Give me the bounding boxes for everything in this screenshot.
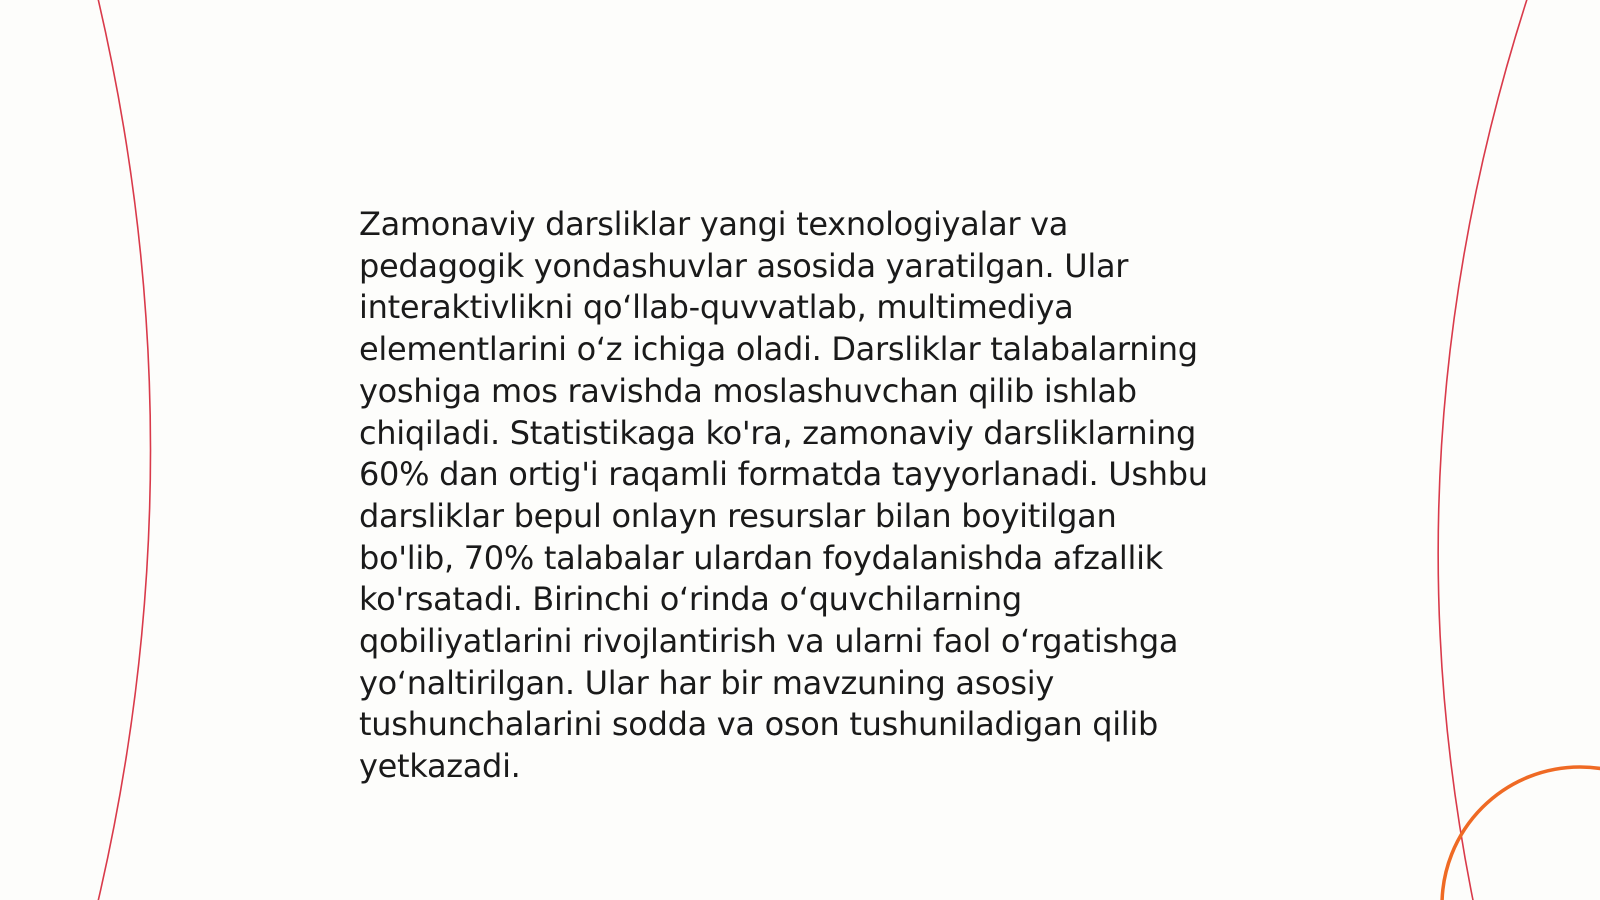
body-line-1: Zamonaviy darsliklar yangi texnologiyalar va (359, 205, 1069, 243)
body-line-12: yo‘naltirilgan. Ular har bir mavzuning asosiy (359, 663, 1054, 702)
corner-orange-arc (1442, 767, 1600, 900)
body-line-6: chiqiladi. Statistikaga ko'ra, zamonaviy darsliklarning (359, 413, 1196, 452)
body-line-7: 60% dan ortig'i raqamli formatda tayyorlanadi. Ushbu (359, 455, 1208, 494)
body-line-11: qobiliyatlarini rivojlantirish va ularni faol o‘rgatishga (359, 622, 1179, 661)
body-line-9: bo'lib, 70% talabalar ulardan foydalanishda afzallik (359, 538, 1163, 577)
body-line-2: pedagogik yondashuvlar asosida yaratilgan. Ular (359, 246, 1129, 285)
left-arc (96, 0, 151, 900)
body-line-3: interaktivlikni qo‘llab-quvvatlab, multimediya (359, 288, 1074, 327)
body-line-4: elementlarini o‘z ichiga oladi. Darsliklar talabalarning (359, 330, 1198, 369)
body-line-8: darsliklar bepul onlayn resurslar bilan boyitilgan (359, 496, 1117, 535)
body-line-10: ko'rsatadi. Birinchi o‘rinda o‘quvchilarning (359, 580, 1022, 619)
body-line-14: yetkazadi. (359, 747, 521, 786)
body-paragraph (359, 204, 1259, 788)
body-line-13: tushunchalarini sodda va oson tushuniladigan qilib (359, 705, 1158, 744)
right-arc (1438, 0, 1530, 900)
body-line-5: yoshiga mos ravishda moslashuvchan qilib ishlab (359, 371, 1137, 410)
